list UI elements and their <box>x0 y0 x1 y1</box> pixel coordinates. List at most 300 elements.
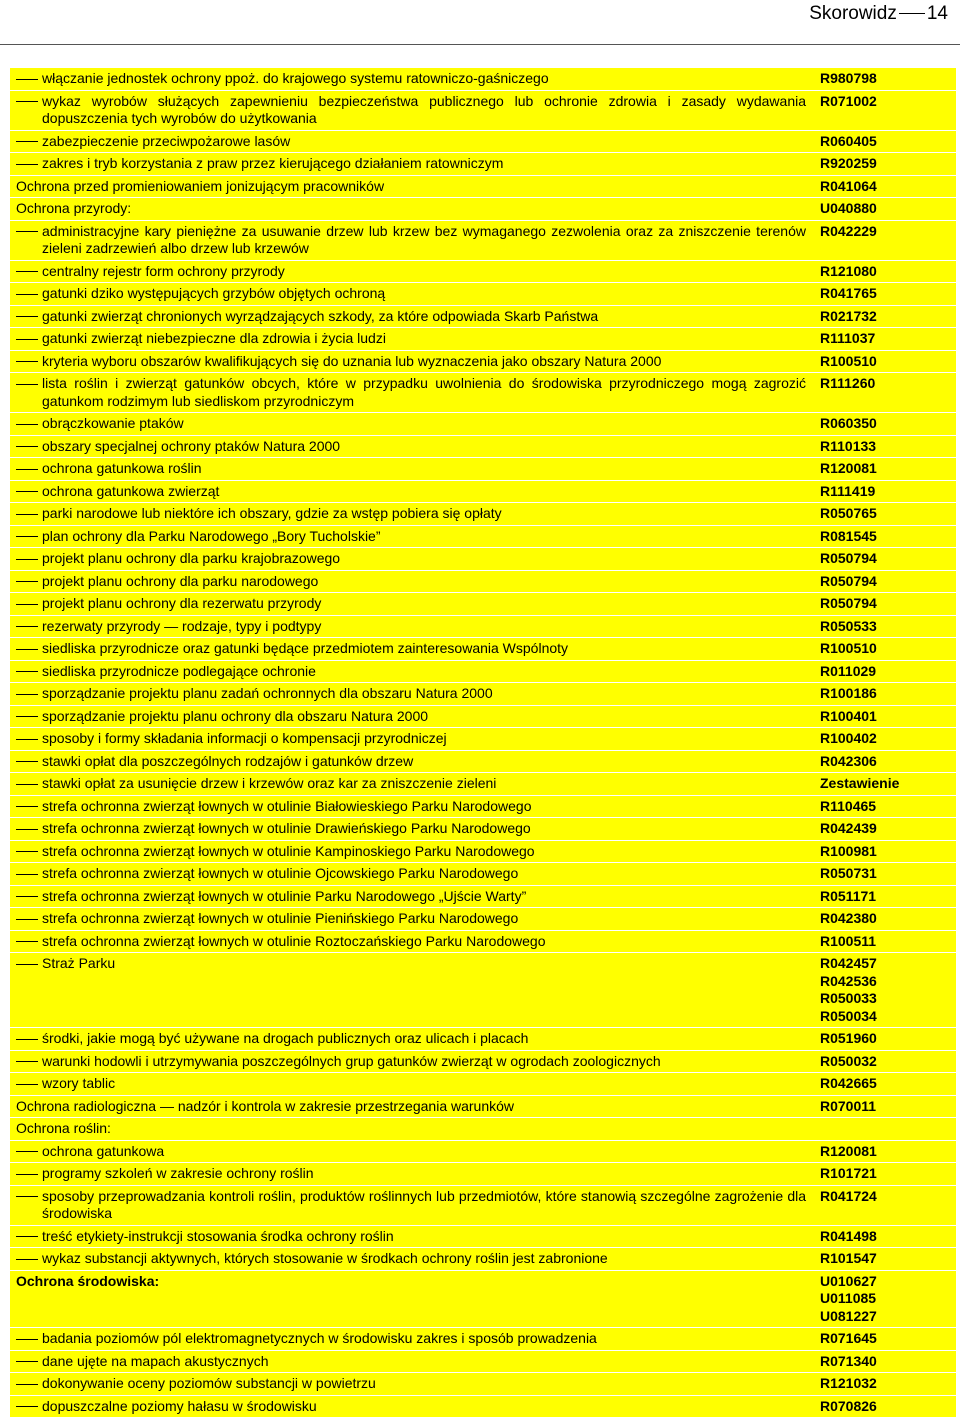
entry-code-cell <box>814 1351 956 1373</box>
em-dash-marker <box>16 671 38 672</box>
entry-code-cell <box>814 1118 956 1140</box>
em-dash-marker <box>16 1151 38 1152</box>
subentry <box>16 663 806 681</box>
entry-text-cell <box>10 1271 814 1328</box>
subentry <box>16 483 806 501</box>
em-dash-marker <box>16 626 38 627</box>
reference-code[interactable]: R050765 <box>820 505 877 521</box>
index-row <box>10 571 956 593</box>
reference-code[interactable]: R050033 <box>820 990 877 1006</box>
reference-code[interactable]: U081227 <box>820 1307 877 1324</box>
entry-code-cell <box>814 153 956 175</box>
subentry <box>16 155 806 173</box>
reference-code[interactable]: R042380 <box>820 910 877 926</box>
reference-code[interactable]: R050533 <box>820 617 877 634</box>
entry-text-cell <box>10 1186 814 1225</box>
em-dash-marker <box>16 101 38 102</box>
index-row <box>10 953 956 1027</box>
entry-text: strefa ochronna zwierząt łownych w otulinie Drawieńskiego Parku Narodowego <box>42 820 531 836</box>
subentry <box>16 888 806 906</box>
reference-code[interactable]: R051960 <box>820 1030 877 1046</box>
entry-text: zabezpieczenie przeciwpożarowe lasów <box>42 132 291 149</box>
entry-code-cell <box>814 818 956 840</box>
em-dash-marker <box>16 1339 38 1340</box>
reference-code[interactable]: U010627 <box>820 1272 877 1289</box>
entry-text-cell <box>10 261 814 283</box>
reference-code[interactable]: R042665 <box>820 1075 877 1091</box>
entry-code-cell <box>814 931 956 953</box>
subentry <box>16 1143 806 1161</box>
entry-code-cell <box>814 1271 956 1328</box>
entry-text-cell <box>10 1328 814 1350</box>
entry-code-cell <box>814 91 956 130</box>
entry-text-cell <box>10 436 814 458</box>
em-dash-marker <box>16 1406 38 1407</box>
entry-text: obszary specjalnej ochrony ptaków Natura 2000 <box>42 437 341 454</box>
index-row <box>10 1051 956 1073</box>
entry-text: programy szkoleń w zakresie ochrony roślin <box>42 1165 314 1181</box>
index-row <box>10 751 956 773</box>
subentry <box>16 93 806 128</box>
index-row <box>10 526 956 548</box>
entry-text-cell <box>10 91 814 130</box>
reference-code[interactable]: R111260 <box>820 375 876 391</box>
reference-code[interactable]: R100511 <box>820 932 877 949</box>
em-dash-marker <box>16 896 38 897</box>
index-row <box>10 351 956 373</box>
entry-text: dane ujęte na mapach akustycznych <box>42 1352 269 1369</box>
reference-code[interactable]: R121032 <box>820 1375 877 1391</box>
index-row <box>10 1186 956 1225</box>
reference-code[interactable]: R050794 <box>820 595 877 611</box>
entry-code-cell <box>814 1051 956 1073</box>
entry-code-cell <box>814 481 956 503</box>
reference-code[interactable]: Zestawienie <box>820 775 900 791</box>
entry-code-cell <box>814 1186 956 1225</box>
entry-text-cell <box>10 548 814 570</box>
em-dash-marker <box>16 694 38 695</box>
entry-code-cell <box>814 526 956 548</box>
em-dash-marker <box>16 361 38 362</box>
em-dash-marker <box>16 339 38 340</box>
entry-text-cell <box>10 728 814 750</box>
entry-text: sporządzanie projektu planu ochrony dla obszaru Natura 2000 <box>42 707 429 724</box>
entry-text-cell <box>10 1028 814 1050</box>
entry-text: badania poziomów pól elektromagnetycznych w środowisku zakres i sposób prowadzenia <box>42 1330 597 1346</box>
entry-text-cell <box>10 1248 814 1270</box>
subentry <box>16 263 806 281</box>
entry-text: dokonywanie oceny poziomów substancji w powietrzu <box>42 1375 376 1391</box>
entry-code-cell <box>814 953 956 1027</box>
reference-code[interactable]: R042306 <box>820 752 877 769</box>
subentry <box>16 573 806 591</box>
index-row <box>10 436 956 458</box>
entry-text: Ochrona środowiska: <box>16 1272 160 1289</box>
entry-text-cell <box>10 306 814 328</box>
index-row <box>10 1141 956 1163</box>
entry-text-cell <box>10 953 814 1027</box>
em-dash-marker <box>16 141 38 142</box>
entry-text: stawki opłat za usunięcie drzew i krzewów oraz kar za zniszczenie zieleni <box>42 775 497 791</box>
entry-code-cell <box>814 436 956 458</box>
subentry <box>16 1330 806 1348</box>
entry-text: Ochrona przyrody: <box>16 200 132 216</box>
entry-text-cell <box>10 1096 814 1118</box>
entry-code-cell <box>814 751 956 773</box>
index-row <box>10 548 956 570</box>
em-dash-marker <box>16 874 38 875</box>
entry-text-cell <box>10 131 814 153</box>
em-dash-marker <box>16 919 38 920</box>
index-row <box>10 863 956 885</box>
index-row <box>10 176 956 198</box>
index-row <box>10 68 956 90</box>
index-row <box>10 261 956 283</box>
entry-code-cell <box>814 841 956 863</box>
entry-code-cell <box>814 683 956 705</box>
index-row <box>10 221 956 260</box>
reference-code[interactable]: R100402 <box>820 730 877 746</box>
reference-code[interactable]: R011029 <box>820 662 877 679</box>
subentry <box>16 798 806 816</box>
index-row <box>10 796 956 818</box>
reference-code[interactable]: R042457 <box>820 955 877 971</box>
index-row <box>10 1351 956 1373</box>
entry-code-cell <box>814 131 956 153</box>
em-dash-marker <box>16 514 38 515</box>
entry-code-cell <box>814 221 956 260</box>
entry-text: gatunki zwierząt niebezpieczne dla zdrowia i życia ludzi <box>42 330 386 346</box>
subentry <box>16 595 806 613</box>
entry-code-cell <box>814 1141 956 1163</box>
reference-code[interactable]: R980798 <box>820 70 877 86</box>
entry-code-cell <box>814 306 956 328</box>
entry-text-cell <box>10 373 814 412</box>
index-row <box>10 616 956 638</box>
index-row <box>10 1073 956 1095</box>
entry-code-cell <box>814 373 956 412</box>
entry-code-cell <box>814 68 956 90</box>
index-row <box>10 773 956 795</box>
entry-text: siedliska przyrodnicze oraz gatunki będące przedmiotem zainteresowania Wspólnoty <box>42 640 569 656</box>
entry-code-cell <box>814 616 956 638</box>
subentry <box>16 1188 806 1223</box>
entry-code-cell <box>814 728 956 750</box>
reference-code[interactable]: R101547 <box>820 1250 877 1266</box>
entry-text-cell <box>10 593 814 615</box>
reference-code[interactable]: R071002 <box>820 92 877 109</box>
entry-text: strefa ochronna zwierząt łownych w otulinie Białowieskiego Parku Narodowego <box>42 797 532 814</box>
entry-code-cell <box>814 413 956 435</box>
reference-code[interactable]: R050034 <box>820 1007 877 1024</box>
header-rule <box>0 44 960 45</box>
entry-text-cell <box>10 1396 814 1418</box>
entry-code-cell <box>814 773 956 795</box>
reference-code[interactable]: R070826 <box>820 1397 877 1414</box>
entry-text-cell <box>10 221 814 260</box>
index-row <box>10 638 956 660</box>
reference-code[interactable]: R041724 <box>820 1187 877 1204</box>
main-entry <box>16 178 384 194</box>
subentry <box>16 438 806 456</box>
em-dash-marker <box>16 384 38 385</box>
subentry <box>16 550 806 568</box>
em-dash-marker <box>16 231 38 232</box>
reference-code[interactable]: R920259 <box>820 155 877 171</box>
em-dash-marker <box>16 164 38 165</box>
reference-code[interactable]: R071340 <box>820 1352 877 1369</box>
index-row <box>10 1328 956 1350</box>
index-row <box>10 931 956 953</box>
entry-text: siedliska przyrodnicze podlegające ochronie <box>42 662 316 679</box>
entry-text: strefa ochronna zwierząt łownych w otulinie Ojcowskiego Parku Narodowego <box>42 865 519 881</box>
entry-text-cell <box>10 1141 814 1163</box>
index-row <box>10 91 956 130</box>
reference-code[interactable]: R041498 <box>820 1227 877 1244</box>
entry-text: Straż Parku <box>42 955 116 971</box>
entry-text: Ochrona radiologiczna — nadzór i kontrola w zakresie przestrzegania warunków <box>16 1097 515 1114</box>
index-row <box>10 818 956 840</box>
reference-code[interactable]: R060405 <box>820 132 877 149</box>
index-row <box>10 1248 956 1270</box>
subentry <box>16 753 806 771</box>
entry-code-cell <box>814 1248 956 1270</box>
subentry <box>16 330 806 348</box>
reference-code[interactable]: R110465 <box>820 797 877 814</box>
entry-text-cell <box>10 1373 814 1395</box>
entry-text: parki narodowe lub niektóre ich obszary, gdzie za wstęp pobiera się opłaty <box>42 505 502 521</box>
entry-text-cell <box>10 153 814 175</box>
entry-code-cell <box>814 638 956 660</box>
entry-text-cell <box>10 751 814 773</box>
entry-code-cell <box>814 1328 956 1350</box>
entry-text: sporządzanie projektu planu zadań ochronnych dla obszaru Natura 2000 <box>42 685 493 701</box>
entry-text: strefa ochronna zwierząt łownych w otulinie Roztoczańskiego Parku Narodowego <box>42 932 546 949</box>
entry-text: dopuszczalne poziomy hałasu w środowisku <box>42 1397 317 1414</box>
index-row <box>10 683 956 705</box>
reference-code[interactable]: U040880 <box>820 200 877 216</box>
em-dash-marker <box>16 784 38 785</box>
index-row <box>10 328 956 350</box>
reference-code[interactable]: R042439 <box>820 820 877 836</box>
reference-code[interactable]: R100510 <box>820 352 877 369</box>
subentry <box>16 708 806 726</box>
subentry <box>16 618 806 636</box>
entry-text-cell <box>10 706 814 728</box>
em-dash-marker <box>16 79 38 80</box>
entry-code-cell <box>814 863 956 885</box>
entry-text: ochrona gatunkowa zwierząt <box>42 482 220 499</box>
reference-code[interactable]: R120081 <box>820 460 877 476</box>
entry-code-cell <box>814 1226 956 1248</box>
subentry <box>16 1398 806 1416</box>
em-dash-marker <box>16 446 38 447</box>
entry-text-cell <box>10 413 814 435</box>
reference-code[interactable]: R050794 <box>820 550 877 566</box>
index-row <box>10 728 956 750</box>
subentry <box>16 955 806 973</box>
entry-text: warunki hodowli i utrzymywania poszczególnych grup gatunków zwierząt w ogrodach zoologicznych <box>42 1052 661 1069</box>
entry-text: włączanie jednostek ochrony ppoż. do krajowego systemu ratowniczo-gaśniczego <box>42 70 549 86</box>
entry-code-cell <box>814 886 956 908</box>
em-dash-marker <box>16 1174 38 1175</box>
entry-text-cell <box>10 481 814 503</box>
entry-text-cell <box>10 1073 814 1095</box>
em-dash-marker <box>16 491 38 492</box>
entry-text-cell <box>10 886 814 908</box>
em-dash-marker <box>16 581 38 582</box>
reference-code[interactable]: R050731 <box>820 865 877 881</box>
reference-code[interactable]: R050794 <box>820 572 877 589</box>
em-dash-marker <box>16 604 38 605</box>
entry-text-cell <box>10 1051 814 1073</box>
entry-text-cell <box>10 683 814 705</box>
entry-text: zakres i tryb korzystania z praw przez kierującego działaniem ratowniczym <box>42 155 504 171</box>
subentry <box>16 353 806 371</box>
index-row <box>10 886 956 908</box>
index-row <box>10 1271 956 1328</box>
index-row <box>10 841 956 863</box>
reference-code[interactable]: R111037 <box>820 330 876 346</box>
main-entry <box>16 1098 514 1114</box>
entry-code-cell <box>814 1163 956 1185</box>
reference-code[interactable]: U011085 <box>820 1290 877 1306</box>
reference-code[interactable]: R100186 <box>820 685 877 701</box>
em-dash-marker <box>16 964 38 965</box>
reference-code[interactable]: R100981 <box>820 842 877 859</box>
index-row <box>10 503 956 525</box>
entry-text: wykaz wyrobów służących zapewnieniu bezpieczeństwa publicznego lub ochronie zdrowia i zasady wydawania dopuszczenia tych wyrobów do użytkowania <box>42 92 806 126</box>
index-row <box>10 481 956 503</box>
entry-text-cell <box>10 526 814 548</box>
subentry <box>16 1165 806 1183</box>
entry-text-cell <box>10 931 814 953</box>
entry-text-cell <box>10 328 814 350</box>
index-row <box>10 131 956 153</box>
entry-code-cell <box>814 176 956 198</box>
entry-code-cell <box>814 706 956 728</box>
reference-code[interactable]: R100510 <box>820 640 877 656</box>
reference-code[interactable]: R041064 <box>820 177 877 194</box>
em-dash-marker <box>16 1039 38 1040</box>
em-dash-marker <box>16 536 38 537</box>
index-row <box>10 458 956 480</box>
reference-code[interactable]: R120081 <box>820 1142 877 1159</box>
em-dash-marker <box>16 316 38 317</box>
entry-text-cell <box>10 1163 814 1185</box>
entry-text-cell <box>10 503 814 525</box>
reference-code[interactable]: R060350 <box>820 415 877 431</box>
header-title: Skorowidz <box>809 3 897 24</box>
entry-code-cell <box>814 1373 956 1395</box>
reference-code[interactable]: R042229 <box>820 222 877 239</box>
index-row <box>10 373 956 412</box>
entry-text-cell <box>10 616 814 638</box>
reference-code[interactable]: R100401 <box>820 707 877 724</box>
entry-text: projekt planu ochrony dla rezerwatu przyrody <box>42 595 322 611</box>
reference-code[interactable]: R110133 <box>820 437 877 454</box>
em-dash-marker <box>16 1236 38 1237</box>
entry-text: projekt planu ochrony dla parku krajobrazowego <box>42 550 341 566</box>
index-row <box>10 1028 956 1050</box>
index-row <box>10 283 956 305</box>
index-row <box>10 706 956 728</box>
index-row <box>10 1226 956 1248</box>
subentry <box>16 640 806 658</box>
subentry <box>16 1030 806 1048</box>
reference-code[interactable]: R071645 <box>820 1330 877 1346</box>
reference-code[interactable]: R051171 <box>820 887 877 904</box>
reference-code[interactable]: R070011 <box>820 1097 877 1114</box>
reference-code[interactable]: R111419 <box>820 482 876 499</box>
subentry <box>16 730 806 748</box>
entry-text: gatunki zwierząt chronionych wyrządzających szkody, za które odpowiada Skarb Państwa <box>42 307 599 324</box>
main-entry <box>16 1120 111 1136</box>
entry-text-cell <box>10 841 814 863</box>
em-dash-marker <box>16 851 38 852</box>
reference-code[interactable]: R021732 <box>820 307 877 324</box>
index-row <box>10 413 956 435</box>
entry-text: administracyjne kary pieniężne za usuwanie drzew lub krzew bez wymaganego zezwolenia oraz za zniszczenie terenów zieleni zadrzewień albo drzew lub krzewów <box>42 222 806 256</box>
entry-text-cell <box>10 571 814 593</box>
page-header <box>809 0 960 28</box>
em-dash-marker <box>16 941 38 942</box>
header-dash <box>899 13 925 14</box>
entry-text-cell <box>10 1118 814 1140</box>
entry-code-cell <box>814 198 956 220</box>
em-dash-marker <box>16 469 38 470</box>
em-dash-marker <box>16 739 38 740</box>
index-row <box>10 198 956 220</box>
entry-text-cell <box>10 1226 814 1248</box>
reference-code[interactable]: R042536 <box>820 972 877 989</box>
subentry <box>16 375 806 410</box>
main-entry <box>16 1273 159 1289</box>
reference-code[interactable]: R101721 <box>820 1165 877 1181</box>
entry-text: projekt planu ochrony dla parku narodowego <box>42 572 319 589</box>
em-dash-marker <box>16 424 38 425</box>
subentry <box>16 285 806 303</box>
entry-text-cell <box>10 283 814 305</box>
subentry <box>16 223 806 258</box>
entry-text: centralny rejestr form ochrony przyrody <box>42 262 285 279</box>
entry-text: plan ochrony dla Parku Narodowego „Bory Tucholskie” <box>42 527 381 544</box>
entry-text: rezerwaty przyrody — rodzaje, typy i podtypy <box>42 617 322 634</box>
reference-code[interactable]: R081545 <box>820 527 877 544</box>
index-row <box>10 908 956 930</box>
subentry <box>16 308 806 326</box>
entry-text-cell <box>10 68 814 90</box>
entry-text: stawki opłat dla poszczególnych rodzajów i gatunków drzew <box>42 752 414 769</box>
subentry <box>16 505 806 523</box>
entry-text-cell <box>10 351 814 373</box>
reference-code[interactable]: R041765 <box>820 285 877 301</box>
index-row <box>10 1373 956 1395</box>
entry-text: wykaz substancji aktywnych, których stosowanie w środkach ochrony roślin jest zabronione <box>42 1250 608 1266</box>
entry-text: gatunki dziko występujących grzybów objętych ochroną <box>42 285 386 301</box>
index-row <box>10 306 956 328</box>
reference-code[interactable]: R050032 <box>820 1052 877 1069</box>
entry-text: kryteria wyboru obszarów kwalifikujących się do uznania lub wyznaczenia jako obszary Natura 2000 <box>42 352 662 369</box>
entry-text: ochrona gatunkowa <box>42 1142 165 1159</box>
reference-code[interactable]: R121080 <box>820 262 877 279</box>
index-row <box>10 1118 956 1140</box>
subentry <box>16 415 806 433</box>
index-row <box>10 1163 956 1185</box>
subentry <box>16 70 806 88</box>
entry-code-cell <box>814 593 956 615</box>
entry-text-cell <box>10 176 814 198</box>
